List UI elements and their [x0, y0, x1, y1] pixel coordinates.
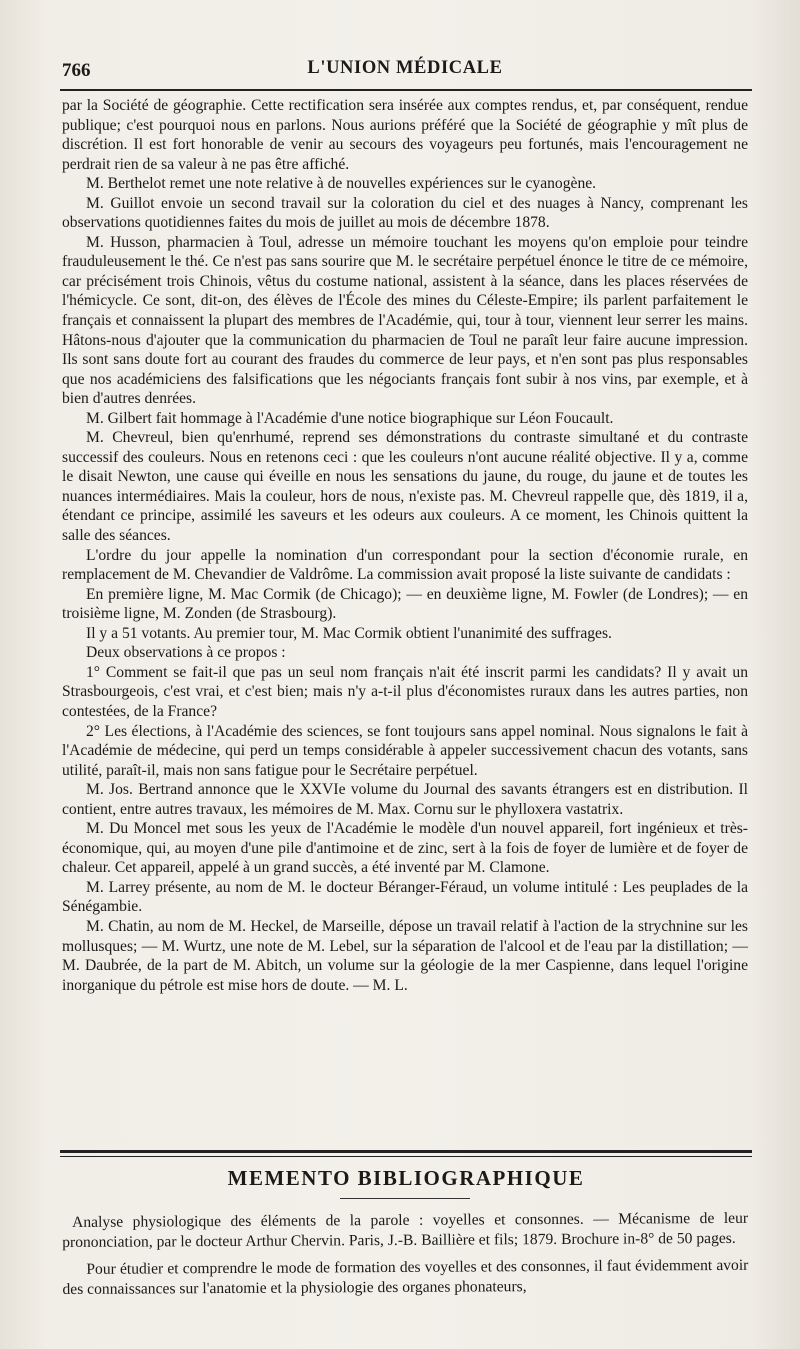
paragraph: M. Du Moncel met sous les yeux de l'Académie le modèle d'un nouvel appareil, fort ingénieux et très-économique, qui, au moyen d'une pile d'antimoine et de zinc, sert à la fois de foyer de lumière et de foyer de chaleur. Cet appareil, appelé à un grand succès, a été inventé par M. Clamone. [62, 820, 748, 877]
page-number: 766 [62, 60, 91, 81]
paragraph: M. Chatin, au nom de M. Heckel, de Marseille, dépose un travail relatif à l'action de la strychnine sur les mollusques; — M. Wurtz, une note de M. Lebel, sur la séparation de l'alcool et de l'eau par la distillation; — M. Daubrée, de la part de M. Abitch, un volume sur la géologie de la mer Caspienne, dans lequel l'origine inorganique du pétrole est mise hors de doute. — M. L. [62, 917, 748, 994]
title-underline [340, 1198, 470, 1199]
paragraph: M. Jos. Bertrand annonce que le XXVIe volume du Journal des savants étrangers est en distribution. Il contient, entre autres travaux, les mémoires de M. Max. Cornu sur le phylloxera vastatrix. [62, 781, 748, 818]
paragraph: M. Husson, pharmacien à Toul, adresse un mémoire touchant les moyens qu'on emploie pour teindre frauduleusement le thé. Ce n'est pas sans sourire que M. le secrétaire perpétuel énonce le titre de ce mémoire, car précisément trois Chinois, vêtus du costume national, assistent à la séance, dans les places réservées de l'hémicycle. Ce sont, dit-on, des élèves de l'École des mines du Céleste-Empire; ils parlent parfaitement le français et connaissent la plupart des membres de l'Académie, qui, tour à tour, viennent leur serrer les mains. Hâtons-nous d'ajouter que la communication du pharmacien de Toul ne paraît leur faire aucune impression. Ils sont sans doute fort au courant des fraudes du commerce de leur pays, et n'en sont pas plus responsables que nos académiciens des falsifications que les négociants français font subir à nos vins, par exemple, et à bien d'autres denrées. [62, 233, 748, 408]
bibliography-entry [62, 1209, 749, 1300]
article-body [62, 96, 748, 995]
paragraph: M. Guillot envoie un second travail sur la coloration du ciel et des nuages à Nancy, comprenant les observations quotidiennes faites du mois de juillet au mois de décembre 1878. [62, 194, 748, 232]
section-rule-thin [60, 1156, 752, 1157]
page-header [60, 52, 750, 86]
paragraph: par la Société de géographie. Cette rectification sera insérée aux comptes rendus, et, par conséquent, rendue publique; c'est pourquoi nous en parlons. Nous aurions préféré que la Société de géographie y mît plus de discrétion. Il est fort honorable de venir au secours des voyageurs peu fortunés, mais l'encouragement ne perdrait rien de sa valeur à ne pas être affiché. [62, 97, 748, 173]
paragraph: 1° Comment se fait-il que pas un seul nom français n'ait été inscrit parmi les candidats? Il y avait un Strasbourgeois, c'est vrai, et c'est bien; mais n'y a-t-il plus d'économistes ruraux dans les autres parties, non contestées, de la France? [62, 663, 748, 720]
paragraph: L'ordre du jour appelle la nomination d'un correspondant pour la section d'économie rurale, en remplacement de M. Chevandier de Valdrôme. La commission avait proposé la liste suivante de candidats : [62, 546, 748, 584]
paragraph: M. Berthelot remet une note relative à de nouvelles expériences sur le cyanogène. [86, 175, 597, 193]
section-rule-thick [60, 1150, 752, 1153]
section-title: MEMENTO BIBLIOGRAPHIQUE [227, 1166, 585, 1190]
paragraph: M. Chevreul, bien qu'enrhumé, reprend ses démonstrations du contraste simultané et du contraste successif des couleurs. Nous en retenons ceci : que les couleurs n'ont aucune réalité objective. Il y a, comme le disait Newton, une cause qui éveille en nous les sensations du jaune, du rouge, du jaune et de toutes les nuances intermédiaires. Mais la couleur, hors de nous, n'existe pas. M. Chevreul rappelle que, dès 1819, il a, étendant ce principe, assimilé les saveurs et les odeurs aux couleurs. A ce moment, les Chinois quittent la salle des séances. [62, 429, 748, 545]
paragraph: Il y a 51 votants. Au premier tour, M. Mac Cormik obtient l'unanimité des suffrages. [86, 624, 612, 642]
running-title: L'UNION MÉDICALE [307, 58, 503, 78]
bibliography-description: Pour étudier et comprendre le mode de formation des voyelles et des consonnes, il faut évidemment avoir des connaissances sur l'anatomie et la physiologie des organes phonateurs, [62, 1256, 749, 1298]
paragraph: M. Larrey présente, au nom de M. le docteur Béranger-Féraud, un volume intitulé : Les peuplades de la Sénégambie. [62, 878, 748, 916]
header-rule [60, 89, 752, 91]
paragraph: Deux observations à ce propos : [86, 644, 286, 662]
paragraph: En première ligne, M. Mac Cormik (de Chicago); — en deuxième ligne, M. Fowler (de Londres); — en troisième ligne, M. Zonden (de Strasbourg). [62, 585, 748, 623]
bibliography-citation: Analyse physiologique des éléments de la parole : voyelles et consonnes. — Mécanisme de leur prononciation, par le docteur Arthur Chervin. Paris, J.-B. Baillière et fils; 1879. Brochure in-8° de 50 pages. [62, 1209, 749, 1251]
paragraph: 2° Les élections, à l'Académie des sciences, se font toujours sans appel nominal. Nous signalons le fait à l'Académie de médecine, qui perd un temps considérable à appeler successivement chacun des votants, sans utilité, paraît-il, mais non sans fatigue pour le Secrétaire perpétuel. [62, 722, 748, 779]
paragraph: M. Gilbert fait hommage à l'Académie d'une notice biographique sur Léon Foucault. [86, 409, 614, 427]
